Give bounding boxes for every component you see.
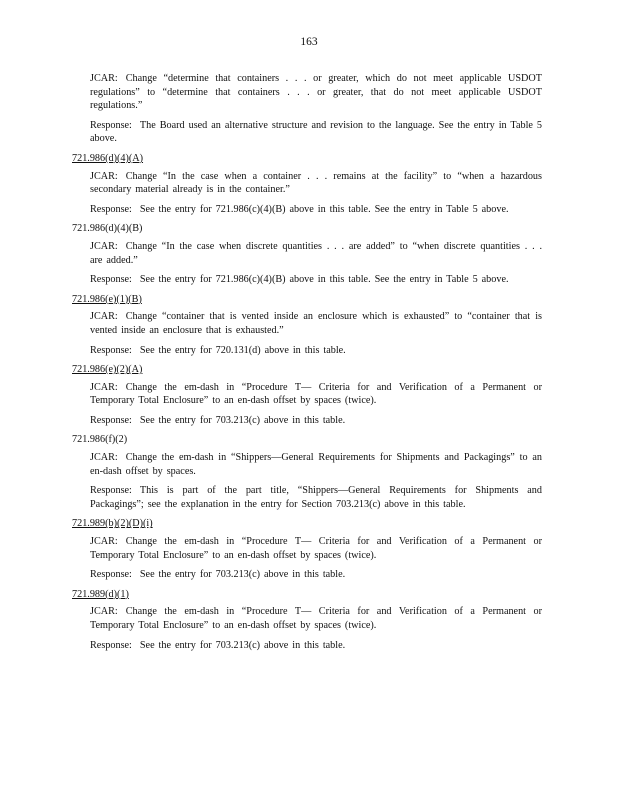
response-label: Response: <box>90 119 132 131</box>
jcar-paragraph <box>90 170 542 197</box>
section-reference: 721.986(f)(2) <box>72 434 128 446</box>
response-paragraph <box>90 414 542 428</box>
jcar-label: JCAR: <box>90 381 118 393</box>
response-text: See the entry for 720.131(d) above in this table. <box>139 344 346 356</box>
response-label: Response: <box>90 414 132 426</box>
response-text: See the entry for 703.213(c) above in this table. <box>139 639 346 651</box>
response-paragraph <box>90 273 542 287</box>
jcar-label: JCAR: <box>90 73 118 84</box>
response-text: See the entry for 703.213(c) above in this table. <box>139 569 346 581</box>
jcar-text: Change “In the case when a container . . . remains at the facility” to “when a hazardous secondary material already is in the container.” <box>90 170 542 196</box>
section-entry <box>72 152 542 166</box>
section-reference: 721.986(d)(4)(A) <box>72 152 144 164</box>
response-paragraph <box>90 568 542 582</box>
jcar-text: Change the em-dash in “Procedure T— Criteria for and Verification of a Permanent or Temporary Total Enclosure” to an en-dash offset by spaces (twice). <box>90 606 542 631</box>
jcar-label: JCAR: <box>90 170 118 182</box>
jcar-text: Change “determine that containers . . . or greater, which do not meet applicable USDOT regulations” to “determine that containers . . . or greater, that do not meet applicable USDOT regulations.” <box>90 73 542 112</box>
jcar-label: JCAR: <box>90 536 118 548</box>
response-label: Response: <box>90 344 132 356</box>
section-reference: 721.986(e)(1)(B) <box>72 293 142 305</box>
jcar-label: JCAR: <box>90 606 118 618</box>
response-text: See the entry for 703.213(c) above in this table. <box>139 414 346 426</box>
jcar-label: JCAR: <box>90 240 118 252</box>
section-reference: 721.986(e)(2)(A) <box>72 364 143 376</box>
response-paragraph <box>90 484 542 511</box>
response-label: Response: <box>90 639 132 651</box>
jcar-text: Change the em-dash in “Procedure T— Criteria for and Verification of a Permanent or Temporary Total Enclosure” to an en-dash offset by spaces (twice). <box>90 381 542 407</box>
jcar-text: Change “In the case when discrete quantities . . . are added” to “when discrete quantities . . . are added.” <box>90 240 542 266</box>
jcar-paragraph <box>90 381 542 408</box>
jcar-paragraph <box>90 240 542 267</box>
jcar-text: Change the em-dash in “Shippers—General Requirements for Shipments and Packagings” to an en-dash offset by spaces. <box>90 452 542 477</box>
section-reference: 721.989(b)(2)(D)(i) <box>72 518 153 530</box>
jcar-label: JCAR: <box>90 452 118 464</box>
intro-jcar-paragraph <box>90 72 542 113</box>
intro-response-paragraph <box>90 119 542 146</box>
section-entry <box>72 517 542 531</box>
jcar-paragraph <box>90 310 542 337</box>
jcar-label: JCAR: <box>90 311 118 323</box>
jcar-text: Change “container that is vented inside an enclosure which is exhausted” to “container that is vented inside an enclosure that is exhausted.” <box>90 311 542 336</box>
response-text: This is part of the part title, “Shippers—General Requirements for Shipments and Packagings”; see the explanation in the entry for Section 703.213(c) above in this table. <box>90 485 542 510</box>
response-label: Response: <box>90 569 132 581</box>
section-entry <box>72 433 542 447</box>
response-label: Response: <box>90 203 132 215</box>
jcar-text: Change the em-dash in “Procedure T— Criteria for and Verification of a Permanent or Temporary Total Enclosure” to an en-dash offset by spaces (twice). <box>90 536 542 561</box>
jcar-paragraph <box>90 535 542 562</box>
section-reference: 721.989(d)(1) <box>72 588 129 600</box>
response-paragraph <box>90 344 542 358</box>
section-entry <box>72 363 542 377</box>
response-text: See the entry for 721.986(c)(4)(B) above in this table. See the entry in Table 5 above. <box>139 274 509 286</box>
jcar-paragraph <box>90 605 542 632</box>
response-label: Response: <box>90 274 132 286</box>
section-reference: 721.986(d)(4)(B) <box>72 223 143 235</box>
page-number: 163 <box>300 36 318 48</box>
section-entry <box>72 588 542 602</box>
document-body <box>72 72 542 658</box>
response-label: Response: <box>90 485 132 497</box>
response-paragraph <box>90 639 542 653</box>
section-entry <box>72 222 542 236</box>
response-paragraph <box>90 203 542 217</box>
jcar-paragraph <box>90 451 542 478</box>
section-entry <box>72 293 542 307</box>
response-text: The Board used an alternative structure and revision to the language. See the entry in Table 5 above. <box>90 119 542 145</box>
response-text: See the entry for 721.986(c)(4)(B) above in this table. See the entry in Table 5 above. <box>139 203 509 215</box>
